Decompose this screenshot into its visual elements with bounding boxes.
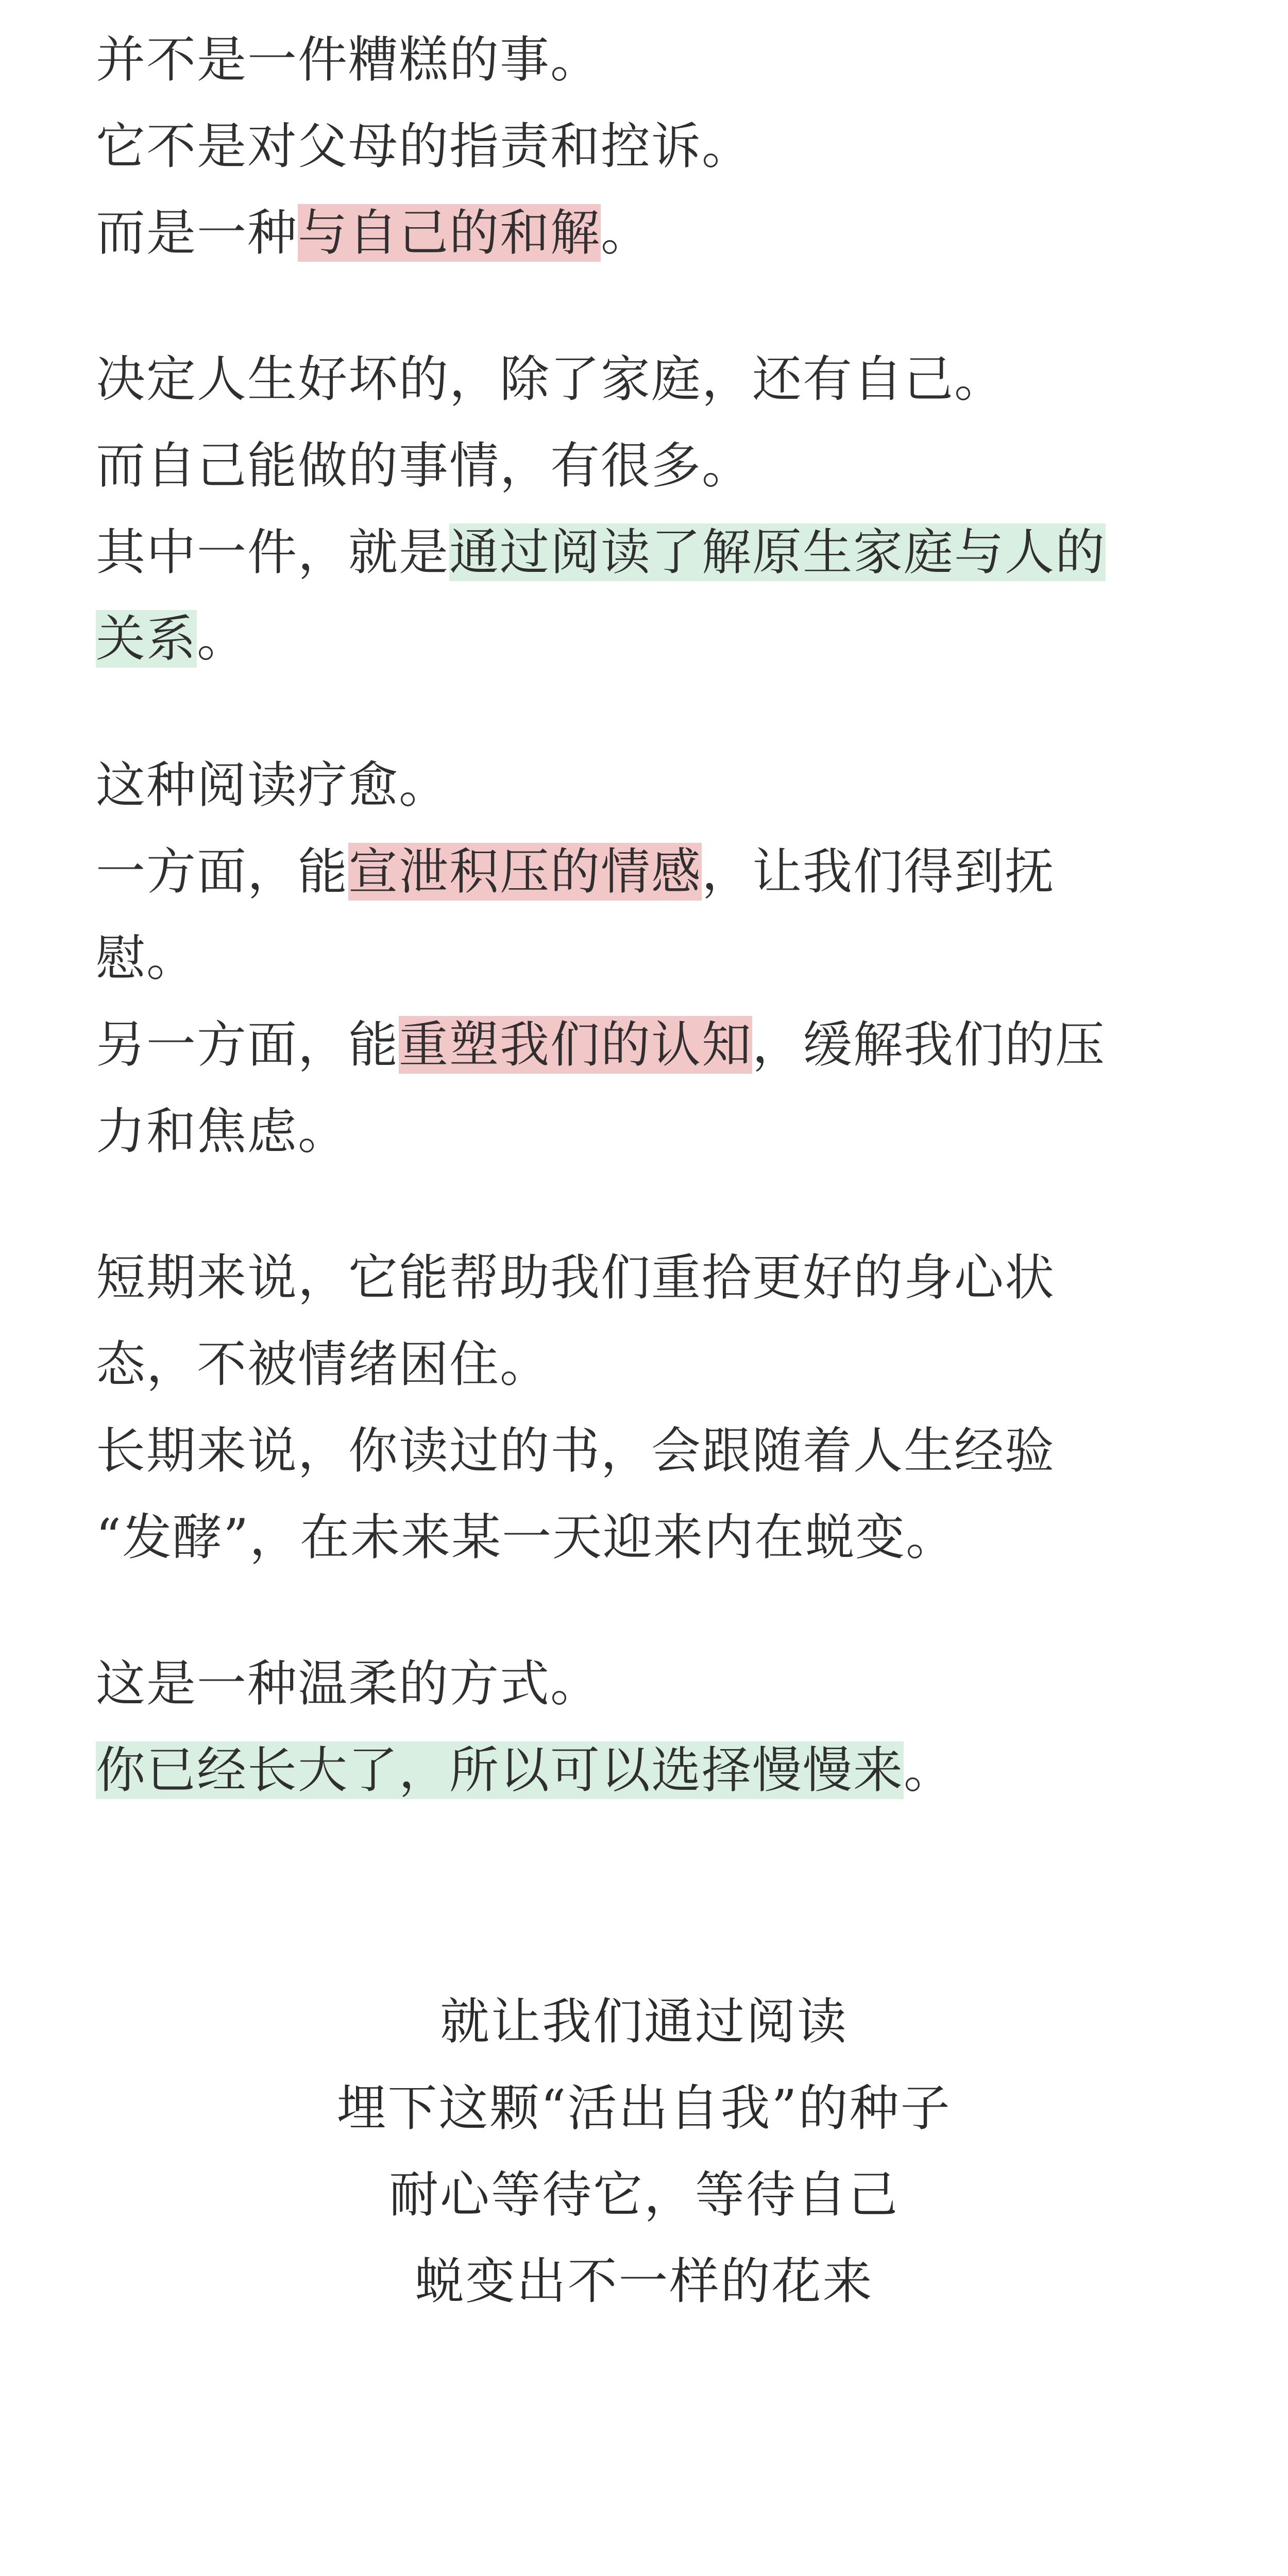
closing-statement xyxy=(0,1978,1288,2325)
highlight-pink: 与自己的和解 xyxy=(298,204,601,262)
text-segment: 。 xyxy=(904,1741,954,1799)
text-line xyxy=(96,509,1204,596)
text-line: 短期来说，它能帮助我们重拾更好的身心状 xyxy=(96,1249,1055,1307)
highlight-pink: 宣泄积压的情感 xyxy=(348,843,702,901)
highlight-green: 你已经长大了，所以可以选择慢慢来 xyxy=(96,1741,904,1799)
text-line: “发酵”，在未来某一天迎来内在蜕变。 xyxy=(96,1509,957,1566)
closing-line: 耐心等待它，等待自己 xyxy=(389,2166,899,2224)
text-segment: ，让我们得到抚 xyxy=(702,843,1055,901)
text-line xyxy=(96,596,1204,682)
text-line xyxy=(96,1002,1204,1088)
text-line: 力和焦虑。 xyxy=(96,1103,348,1160)
closing-line: 蜕变出不一样的花来 xyxy=(414,2252,874,2310)
article-body xyxy=(96,0,1204,1814)
text-segment: ，缓解我们的压 xyxy=(752,1016,1106,1074)
paragraph-5 xyxy=(96,1640,1204,1814)
text-line xyxy=(96,828,1204,915)
text-line: 而自己能做的事情，有很多。 xyxy=(96,437,752,495)
text-line: 态，不被情绪困住。 xyxy=(96,1335,550,1393)
text-line: 慰。 xyxy=(96,929,197,987)
text-line: 长期来说，你读过的书，会跟随着人生经验 xyxy=(96,1422,1055,1480)
closing-line: 埋下这颗“活出自我”的种子 xyxy=(336,2079,952,2137)
highlight-green: 关系 xyxy=(96,610,197,668)
highlight-green: 通过阅读了解原生家庭与人的 xyxy=(449,523,1106,581)
text-line: 它不是对父母的指责和控诉。 xyxy=(96,117,752,175)
text-line: 这种阅读疗愈。 xyxy=(96,756,449,814)
text-line: 这是一种温柔的方式。 xyxy=(96,1655,601,1713)
text-segment: 而是一种 xyxy=(96,204,298,262)
text-segment: 另一方面，能 xyxy=(96,1016,399,1074)
text-line xyxy=(96,1727,1204,1814)
text-segment: 。 xyxy=(197,610,247,668)
paragraph-3 xyxy=(96,742,1204,1175)
text-line: 并不是一件糟糕的事。 xyxy=(96,31,601,89)
paragraph-2 xyxy=(96,336,1204,682)
highlight-pink: 重塑我们的认知 xyxy=(399,1016,752,1074)
paragraph-4 xyxy=(96,1234,1204,1581)
text-line xyxy=(96,190,1204,276)
text-line: 决定人生好坏的，除了家庭，还有自己。 xyxy=(96,350,1005,408)
text-segment: 其中一件，就是 xyxy=(96,523,449,581)
text-segment: 一方面，能 xyxy=(96,843,348,901)
text-segment: 。 xyxy=(601,204,651,262)
paragraph-1 xyxy=(96,16,1204,276)
closing-line: 就让我们通过阅读 xyxy=(440,1993,848,2050)
